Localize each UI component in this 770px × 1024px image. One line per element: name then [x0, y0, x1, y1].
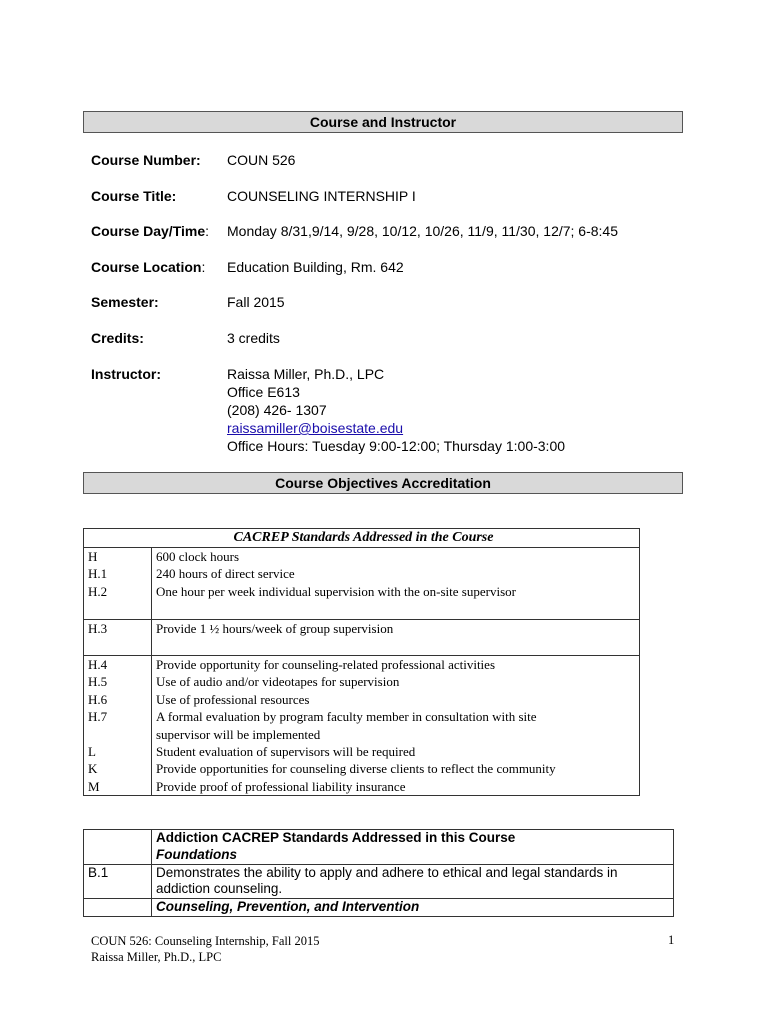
semester-value: Fall 2015 [227, 294, 285, 310]
standard-description-b1: Demonstrates the ability to apply and adhere to ethical and legal standards in addiction counseling. [152, 864, 674, 899]
standard-descriptions: 600 clock hours 240 hours of direct service One hour per week individual supervision with the on-site supervisor [152, 548, 640, 620]
section-heading-course-instructor: Course and Instructor [83, 111, 683, 133]
course-title-value: COUNSELING INTERNSHIP I [227, 188, 416, 204]
addiction-table-title: Addiction CACREP Standards Addressed in this Course Foundations [152, 830, 674, 865]
addiction-standards-table [83, 829, 674, 917]
footer-course: COUN 526: Counseling Internship, Fall 2015 [91, 934, 320, 948]
office-hours: Office Hours: Tuesday 9:00-12:00; Thursday 1:00-3:00 [227, 438, 566, 454]
page-footer [91, 933, 319, 965]
table-row [84, 548, 640, 620]
credits-value: 3 credits [227, 330, 280, 346]
course-location-label: Course Location: [91, 259, 206, 275]
standard-codes: H.4 H.5 H.6 H.7 L K M [84, 656, 152, 796]
instructor-name: Raissa Miller, Ph.D., LPC [227, 366, 385, 382]
instructor-details [227, 365, 565, 455]
standard-codes: H.3 [84, 620, 152, 656]
instructor-email-link[interactable]: raissamiller@boisestate.edu [227, 420, 404, 436]
cacrep-table-title: CACREP Standards Addressed in the Course [84, 529, 640, 548]
standard-descriptions: Provide opportunity for counseling-related professional activities Use of audio and/or videotapes for supervision Use of professional resources A formal evaluation by program faculty member in consultation with site supervisor will be implemented Student evaluation of supervisors will be required Provide opportunities for counseling diverse clients to reflect the community Provide proof of professional liability insurance [152, 656, 640, 796]
instructor-office: Office E613 [227, 384, 300, 400]
course-day-time-value: Monday 8/31,9/14, 9/28, 10/12, 10/26, 11/9, 11/30, 12/7; 6-8:45 [227, 223, 619, 239]
page-number: 1 [668, 933, 675, 947]
course-title-label: Course Title: [91, 188, 177, 204]
table-row [84, 864, 674, 899]
cacrep-standards-table [83, 528, 640, 796]
semester-label: Semester: [91, 294, 159, 310]
empty-cell [84, 899, 152, 917]
instructor-phone: (208) 426- 1307 [227, 402, 327, 418]
course-location-value: Education Building, Rm. 642 [227, 259, 404, 275]
table-row [84, 620, 640, 656]
credits-label: Credits: [91, 330, 144, 346]
empty-cell [84, 830, 152, 865]
table-row [84, 656, 640, 796]
table-row [84, 899, 674, 917]
course-number-label: Course Number: [91, 152, 201, 168]
standard-code-b1: B.1 [84, 864, 152, 899]
instructor-label: Instructor: [91, 366, 161, 382]
course-day-time-label: Course Day/Time: [91, 223, 210, 239]
counseling-subheading: Counseling, Prevention, and Intervention [152, 899, 674, 917]
footer-instructor: Raissa Miller, Ph.D., LPC [91, 950, 222, 964]
standard-codes: H H.1 H.2 [84, 548, 152, 620]
section-heading-objectives: Course Objectives Accreditation [83, 472, 683, 494]
foundations-subheading: Foundations [156, 846, 237, 862]
table-row [84, 830, 674, 865]
course-number-value: COUN 526 [227, 152, 296, 168]
standard-descriptions: Provide 1 ½ hours/week of group supervision [152, 620, 640, 656]
